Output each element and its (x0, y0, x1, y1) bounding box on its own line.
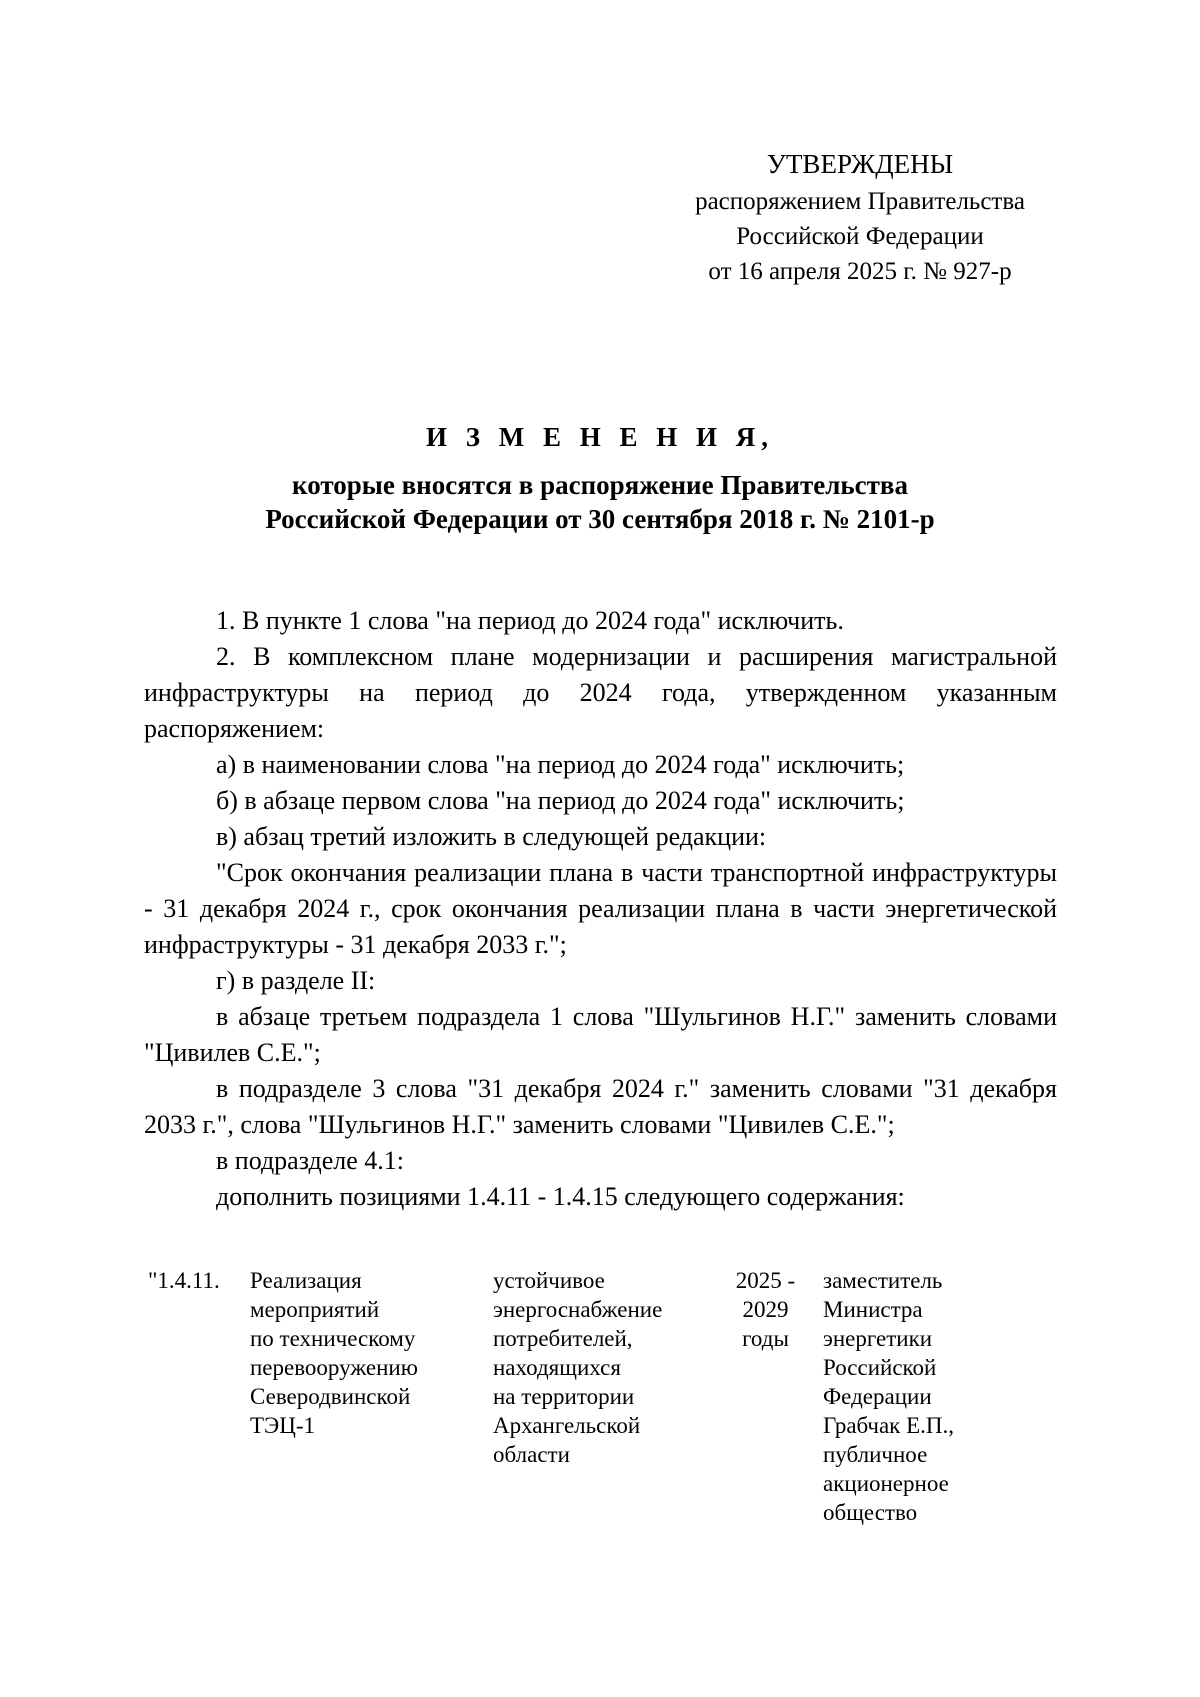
cell-line: акционерное (823, 1471, 949, 1496)
cell-line: общество (823, 1500, 918, 1525)
document-title (150, 420, 1050, 536)
paragraph: в подразделе 4.1: (216, 1146, 405, 1175)
paragraph: дополнить позициями 1.4.11 - 1.4.15 следующего содержания: (216, 1182, 905, 1211)
approval-heading: УТВЕРЖДЕНЫ (766, 149, 954, 179)
cell-line: перевооружению (250, 1355, 418, 1380)
cell-line: 2025 - (735, 1268, 796, 1293)
title-subtitle-line: которые вносятся в распоряжение Правительства (292, 470, 908, 500)
cell-line: по техническому (250, 1326, 416, 1351)
paragraph: в абзаце третьем подраздела 1 слова "Шульгинов Н.Г." заменить словами "Цивилев С.Е."; (144, 1002, 1057, 1067)
cell-line: энергоснабжение (493, 1297, 663, 1322)
cell-line: Министра (823, 1297, 923, 1322)
paragraph: 2. В комплексном плане модернизации и расширения магистральной инфраструктуры на период до 2024 года, утвержденном указанным распоряжением: (144, 642, 1057, 743)
approval-stamp (660, 145, 1060, 289)
cell-line: энергетики (823, 1326, 933, 1351)
position-number: "1.4.11. (148, 1268, 220, 1293)
cell-line: Федерации (823, 1384, 932, 1409)
paragraph: 1. В пункте 1 слова "на период до 2024 года" исключить. (216, 606, 844, 635)
approval-line: распоряжением Правительства (695, 188, 1025, 215)
position-name-cell (250, 1266, 470, 1440)
paragraph: г) в разделе II: (216, 966, 376, 995)
cell-line: потребителей, (493, 1326, 633, 1351)
position-responsible-cell (823, 1266, 1023, 1527)
cell-line: заместитель (823, 1268, 943, 1293)
document-body (144, 603, 1057, 1215)
paragraph: в подразделе 3 слова "31 декабря 2024 г." заменить словами "31 декабря 2033 г.", слова "Шульгинов Н.Г." заменить словами "Цивилев С.Е."; (144, 1074, 1057, 1139)
cell-line: Грабчак Е.П., (823, 1413, 954, 1438)
cell-line: Архангельской (493, 1413, 641, 1438)
cell-line: мероприятий (250, 1297, 380, 1322)
approval-date-line: от 16 апреля 2025 г. № 927-р (708, 258, 1012, 285)
cell-line: на территории (493, 1384, 635, 1409)
paragraph: в) абзац третий изложить в следующей редакции: (216, 822, 767, 851)
cell-line: Российской (823, 1355, 937, 1380)
cell-line: годы (742, 1326, 789, 1351)
cell-line: Северодвинской (250, 1384, 411, 1409)
cell-line: Реализация (250, 1268, 362, 1293)
cell-line: области (493, 1442, 570, 1467)
cell-line: публичное (823, 1442, 928, 1467)
approval-line: Российской Федерации (736, 223, 984, 250)
paragraph: "Срок окончания реализации плана в части транспортной инфраструктуры - 31 декабря 2024 г., срок окончания реализации плана в части энергетической инфраструктуры - 31 декабря 2033 г."; (144, 858, 1057, 959)
position-term-cell (723, 1266, 808, 1353)
title-subtitle-line: Российской Федерации от 30 сентября 2018 г. № 2101-р (265, 504, 935, 534)
cell-line: ТЭЦ-1 (250, 1413, 316, 1438)
position-result-cell (493, 1266, 713, 1469)
paragraph: б) в абзаце первом слова "на период до 2024 года" исключить; (216, 786, 905, 815)
cell-line: 2029 (742, 1297, 789, 1322)
paragraph: а) в наименовании слова "на период до 2024 года" исключить; (216, 750, 905, 779)
cell-line: устойчивое (493, 1268, 605, 1293)
title-main: И З М Е Н Е Н И Я, (425, 422, 774, 452)
cell-line: находящихся (493, 1355, 621, 1380)
